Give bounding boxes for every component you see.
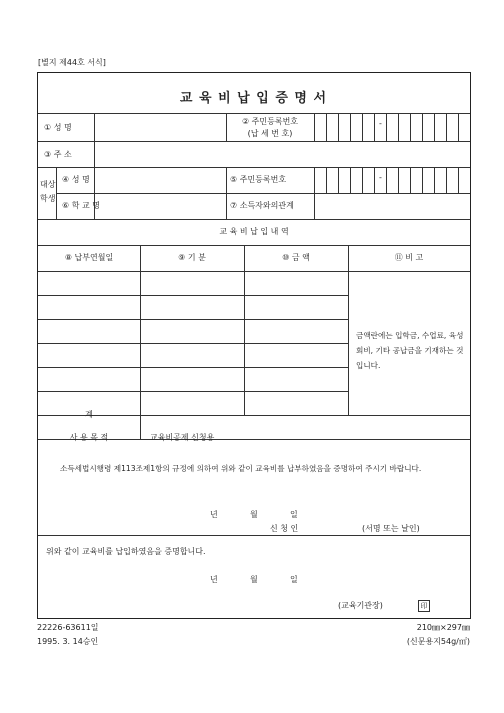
school-name-label: ⑥ 학 교 명 bbox=[62, 201, 100, 210]
student-group-label: 대상 bbox=[40, 180, 56, 189]
request-day: 일 bbox=[290, 510, 298, 519]
divider bbox=[56, 193, 470, 194]
student-group-label: 학생 bbox=[40, 194, 56, 203]
applicant-label: 신 청 인 bbox=[270, 524, 299, 533]
page-title: 교 육 비 납 입 증 명 서 bbox=[179, 91, 328, 106]
address-label: ③ 주 소 bbox=[44, 150, 72, 159]
divider bbox=[38, 343, 348, 344]
form-number: [별지 제44호 서식] bbox=[38, 58, 106, 67]
request-year: 년 bbox=[210, 510, 218, 519]
divider bbox=[38, 167, 470, 168]
certify-month: 월 bbox=[250, 575, 258, 584]
amount-header: ⑩ 금 액 bbox=[282, 253, 310, 262]
purpose-label: 사 용 목 적 bbox=[69, 433, 109, 442]
approval-date: 1995. 3. 14승인 bbox=[37, 637, 99, 646]
details-heading: 교 육 비 납 입 내 역 bbox=[219, 227, 289, 236]
divider bbox=[38, 535, 470, 536]
certify-day: 일 bbox=[290, 575, 298, 584]
divider bbox=[56, 167, 57, 219]
resident-number-dash: - bbox=[379, 119, 382, 128]
form-code: 22226-63611일 bbox=[37, 623, 99, 632]
divider bbox=[38, 367, 348, 368]
signature-note: (서명 또는 날인) bbox=[362, 524, 420, 533]
certify-statement: 위와 같이 교육비를 납입하였음을 증명합니다. bbox=[46, 547, 206, 556]
divider bbox=[94, 113, 95, 167]
divider bbox=[38, 295, 348, 296]
divider bbox=[38, 391, 348, 392]
amount-remark-note: 금액란에는 입학금, 수업료, 육성회비, 기타 공납금을 기재하는 것입니다. bbox=[356, 331, 464, 370]
divider bbox=[226, 167, 227, 219]
divider bbox=[38, 141, 470, 142]
divider bbox=[38, 245, 470, 246]
purpose-value: 교육비공제 신청용 bbox=[150, 433, 215, 442]
issuer-label: (교육기관장) bbox=[338, 601, 383, 610]
request-month: 월 bbox=[250, 510, 258, 519]
taxpayer-number-label: (납 세 번 호) bbox=[247, 129, 293, 138]
term-header: ⑨ 기 분 bbox=[178, 253, 206, 262]
payment-date-header: ⑧ 납부연월일 bbox=[64, 253, 114, 262]
divider bbox=[38, 271, 470, 272]
student-resident-number-dash: - bbox=[379, 173, 382, 182]
paper-size: 210㎜×297㎜ bbox=[416, 623, 470, 632]
name-label: ① 성 명 bbox=[44, 123, 72, 132]
total-label: 계 bbox=[85, 410, 93, 419]
resident-number-label: ② 주민등록번호 bbox=[241, 117, 299, 126]
request-statement: 소득세법시행령 제113조제1항의 규정에 의하여 위와 같이 교육비를 납부하였음을 증명하여 주시기 바랍니다. bbox=[60, 464, 422, 473]
divider bbox=[38, 319, 348, 320]
divider bbox=[314, 167, 315, 219]
remarks-header: ⑪ 비 고 bbox=[394, 253, 424, 262]
divider bbox=[314, 113, 315, 141]
divider bbox=[94, 167, 95, 219]
seal-mark: 印 bbox=[418, 600, 430, 612]
certify-year: 년 bbox=[210, 575, 218, 584]
student-name-label: ④ 성 명 bbox=[62, 175, 90, 184]
certificate-form bbox=[37, 72, 471, 619]
divider bbox=[38, 113, 470, 114]
student-resident-number-label: ⑤ 주민등록번호 bbox=[230, 175, 287, 184]
relation-label: ⑦ 소득자와의관계 bbox=[230, 201, 294, 210]
divider bbox=[38, 219, 470, 220]
paper-type: (신문용지54g/㎡) bbox=[406, 637, 470, 646]
